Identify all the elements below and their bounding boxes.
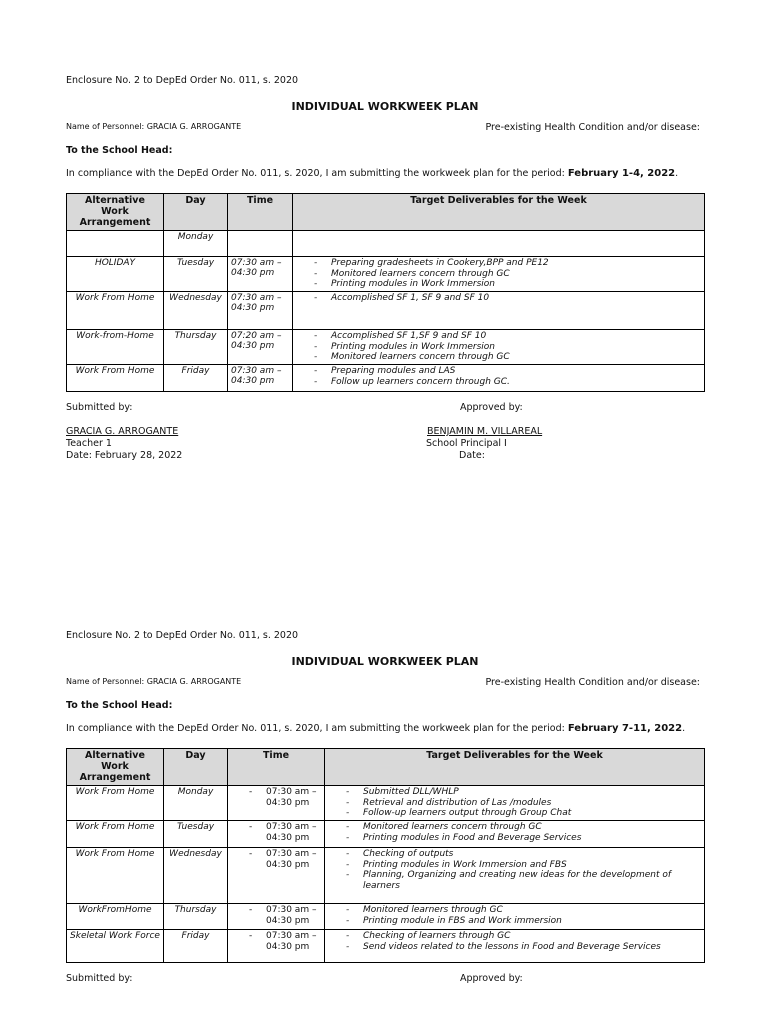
cell-arrangement bbox=[67, 231, 164, 257]
to-school-head: To the School Head: bbox=[66, 145, 173, 156]
time-value: - 07:30 am – 04:30 pm bbox=[249, 787, 321, 808]
to-school-head: To the School Head: bbox=[66, 700, 173, 711]
cell-day: Wednesday bbox=[164, 848, 228, 904]
approved-by-label: Approved by: bbox=[460, 402, 523, 413]
cell-arrangement: HOLIDAY bbox=[67, 257, 164, 292]
period-value: February 1-4, 2022 bbox=[567, 168, 676, 179]
cell-time bbox=[228, 848, 325, 904]
cell-day: Monday bbox=[164, 231, 228, 257]
cell-day: Tuesday bbox=[164, 257, 228, 292]
table-row bbox=[67, 786, 705, 821]
header-arrangement: Alternative Work Arrangement bbox=[67, 749, 164, 786]
cell-time: 07:30 am – 04:30 pm bbox=[228, 292, 293, 330]
plan-title: INDIVIDUAL WORKWEEK PLAN bbox=[291, 100, 479, 113]
list-item: - Follow-up learners output through Group Chat bbox=[346, 808, 701, 819]
list-item: - Retrieval and distribution of Las /modules bbox=[346, 798, 701, 809]
cell-deliverables bbox=[325, 786, 705, 821]
list-item: - Printing modules in Work Immersion bbox=[314, 279, 701, 290]
compliance-text: In compliance with the DepEd Order No. 011, s. 2020, I am submitting the workweek plan for the period: bbox=[66, 168, 565, 179]
cell-arrangement: Work From Home bbox=[67, 848, 164, 904]
date-submitted: Date: February 28, 2022 bbox=[66, 450, 183, 461]
table-row bbox=[67, 330, 705, 365]
cell-deliverables bbox=[293, 231, 705, 257]
table-row bbox=[67, 848, 705, 904]
cell-deliverables bbox=[325, 848, 705, 904]
table-header-row bbox=[67, 749, 705, 786]
list-item: - Printing modules in Work Immersion and FBS bbox=[346, 860, 701, 871]
table-row bbox=[67, 904, 705, 930]
list-item: - Follow up learners concern through GC. bbox=[314, 377, 701, 388]
time-value: - 07:30 am – 04:30 pm bbox=[249, 822, 321, 843]
cell-time bbox=[228, 231, 293, 257]
personnel-row bbox=[66, 677, 704, 690]
health-condition-label: Pre-existing Health Condition and/or disease: bbox=[485, 122, 700, 133]
cell-arrangement: Work From Home bbox=[67, 821, 164, 848]
table-header-row bbox=[67, 194, 705, 231]
list-item: - Preparing modules and LAS bbox=[314, 366, 701, 377]
header-day: Day bbox=[164, 194, 228, 231]
list-item: - Submitted DLL/WHLP bbox=[346, 787, 701, 798]
cell-deliverables bbox=[325, 930, 705, 963]
cell-time bbox=[228, 821, 325, 848]
cell-arrangement: Work From Home bbox=[67, 365, 164, 392]
cell-deliverables bbox=[325, 904, 705, 930]
workweek-plan-2 bbox=[66, 630, 704, 993]
cell-arrangement: Work From Home bbox=[67, 292, 164, 330]
table-row bbox=[67, 930, 705, 963]
compliance-statement: In compliance with the DepEd Order No. 011, s. 2020, I am submitting the workweek plan for the period: February 7-11, 2022. bbox=[66, 723, 686, 734]
list-item: - Monitored learners concern through GC bbox=[346, 822, 701, 833]
workweek-plan-1 bbox=[66, 75, 704, 464]
submitted-by-label: Submitted by: bbox=[66, 402, 133, 413]
approved-by-label: Approved by: bbox=[460, 973, 523, 984]
date-approved: Date: bbox=[459, 450, 485, 461]
cell-deliverables bbox=[293, 330, 705, 365]
list-item: - Printing modules in Work Immersion bbox=[314, 342, 701, 353]
cell-time bbox=[228, 904, 325, 930]
list-item: - Accomplished SF 1, SF 9 and SF 10 bbox=[314, 293, 701, 304]
table-row bbox=[67, 231, 705, 257]
list-item: - Planning, Organizing and creating new ideas for the development of learners bbox=[346, 870, 701, 891]
list-item: - Preparing gradesheets in Cookery,BPP and PE12 bbox=[314, 258, 701, 269]
table-row bbox=[67, 365, 705, 392]
header-deliverables: Target Deliverables for the Week bbox=[325, 749, 705, 786]
teacher-title: Teacher 1 bbox=[66, 438, 112, 449]
list-item: - Accomplished SF 1,SF 9 and SF 10 bbox=[314, 331, 701, 342]
list-item: - Monitored learners concern through GC bbox=[314, 269, 701, 280]
time-value: - 07:30 am – 04:30 pm bbox=[249, 931, 321, 952]
principal-title: School Principal I bbox=[426, 438, 507, 449]
cell-day: Friday bbox=[164, 365, 228, 392]
period-value: February 7-11, 2022 bbox=[567, 723, 683, 734]
cell-arrangement: Work From Home bbox=[67, 786, 164, 821]
cell-day: Thursday bbox=[164, 330, 228, 365]
health-condition-label: Pre-existing Health Condition and/or disease: bbox=[485, 677, 700, 688]
workweek-table bbox=[66, 193, 705, 392]
workweek-table bbox=[66, 748, 705, 963]
personnel-name: Name of Personnel: GRACIA G. ARROGANTE bbox=[66, 122, 242, 131]
time-value: - 07:30 am – 04:30 pm bbox=[249, 905, 321, 926]
enclosure-line: Enclosure No. 2 to DepEd Order No. 011, s. 2020 bbox=[66, 75, 299, 86]
cell-deliverables bbox=[293, 257, 705, 292]
signature-block bbox=[66, 402, 704, 464]
personnel-name: Name of Personnel: GRACIA G. ARROGANTE bbox=[66, 677, 242, 686]
submitted-by-label: Submitted by: bbox=[66, 973, 133, 984]
header-day: Day bbox=[164, 749, 228, 786]
list-item: - Printing modules in Food and Beverage Services bbox=[346, 833, 701, 844]
cell-arrangement: Skeletal Work Force bbox=[67, 930, 164, 963]
cell-deliverables bbox=[293, 365, 705, 392]
principal-name: BENJAMIN M. VILLAREAL bbox=[427, 426, 543, 437]
signature-block bbox=[66, 973, 704, 993]
header-time: Time bbox=[228, 749, 325, 786]
compliance-text: In compliance with the DepEd Order No. 011, s. 2020, I am submitting the workweek plan for the period: bbox=[66, 723, 565, 734]
list-item: - Checking of outputs bbox=[346, 849, 701, 860]
cell-day: Friday bbox=[164, 930, 228, 963]
cell-arrangement: WorkFromHome bbox=[67, 904, 164, 930]
table-row bbox=[67, 821, 705, 848]
cell-day: Wednesday bbox=[164, 292, 228, 330]
cell-day: Tuesday bbox=[164, 821, 228, 848]
personnel-row bbox=[66, 122, 704, 135]
plan-title: INDIVIDUAL WORKWEEK PLAN bbox=[291, 655, 479, 668]
time-value: - 07:30 am – 04:30 pm bbox=[249, 849, 321, 870]
list-item: - Monitored learners through GC bbox=[346, 905, 701, 916]
cell-time: 07:20 am – 04:30 pm bbox=[228, 330, 293, 365]
table-row bbox=[67, 292, 705, 330]
header-time: Time bbox=[228, 194, 293, 231]
header-arrangement: Alternative Work Arrangement bbox=[67, 194, 164, 231]
cell-deliverables bbox=[293, 292, 705, 330]
cell-day: Thursday bbox=[164, 904, 228, 930]
cell-day: Monday bbox=[164, 786, 228, 821]
header-deliverables: Target Deliverables for the Week bbox=[293, 194, 705, 231]
enclosure-line: Enclosure No. 2 to DepEd Order No. 011, s. 2020 bbox=[66, 630, 299, 641]
list-item: - Printing module in FBS and Work immersion bbox=[346, 916, 701, 927]
cell-time bbox=[228, 786, 325, 821]
list-item: - Monitored learners concern through GC bbox=[314, 352, 701, 363]
teacher-name: GRACIA G. ARROGANTE bbox=[66, 426, 179, 437]
table-row bbox=[67, 257, 705, 292]
cell-arrangement: Work-from-Home bbox=[67, 330, 164, 365]
cell-time bbox=[228, 930, 325, 963]
list-item: - Send videos related to the lessons in Food and Beverage Services bbox=[346, 942, 701, 953]
cell-time: 07:30 am – 04:30 pm bbox=[228, 257, 293, 292]
list-item: - Checking of learners through GC bbox=[346, 931, 701, 942]
cell-deliverables bbox=[325, 821, 705, 848]
compliance-statement: In compliance with the DepEd Order No. 011, s. 2020, I am submitting the workweek plan for the period: February 1-4, 2022. bbox=[66, 168, 679, 179]
cell-time: 07:30 am – 04:30 pm bbox=[228, 365, 293, 392]
